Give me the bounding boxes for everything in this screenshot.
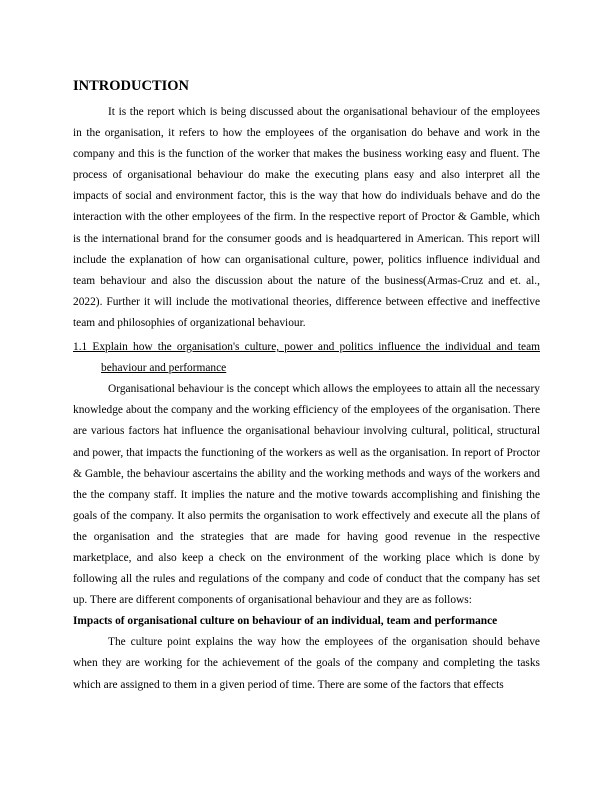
page-title: INTRODUCTION [73, 78, 190, 94]
section-paragraph: Organisational behaviour is the concept which allows the employees to attain all the necessary knowledge about the company and the working efficiency of the employees of the organisation. There are various factors hat influence the organisational behaviour involving cultural, political, structural and power, that impacts the functioning of the workers as well as the organisation. In report of Proctor & Gamble, the behaviour ascertains the ability and the working methods and ways of the workers and the the company staff. It implies the nature and the motive towards accomplishing and finishing the goals of the company. It also permits the organisation to work effectively and execute all the plans of the organisation and the strategies that are made for having good revenue in the respective marketplace, and also keep a check on the environment of the working place which is done by following all the rules and regulations of the company and code of conduct that the company has set up. There are different components of organisational behaviour and they are as follows: [73, 383, 540, 607]
sub-heading: Impacts of organisational culture on behaviour of an individual, team and performance [73, 615, 498, 628]
section-heading: 1.1 Explain how the organisation's culture, power and politics influence the individual and team behaviour and performance [73, 341, 540, 375]
culture-paragraph: The culture point explains the way how the employees of the organisation should behave when they are working for the achievement of the goals of the company and completing the tasks which are assigned to them in a given period of time. There are some of the factors that effects [73, 636, 540, 691]
document-page [73, 76, 540, 696]
intro-paragraph: It is the report which is being discussed about the organisational behaviour of the employees in the organisation, it refers to how the employees of the organisation do behave and work in the company and this is the function of the worker that makes the business working easy and fluent. The process of organisational behaviour do make the executing plans easy and also interpret all the impacts of social and environment factor, this is the way that how do individuals behave and do the interaction with the other employees of the firm. In the respective report of Proctor & Gamble, which is the international brand for the consumer goods and is headquartered in American. This report will include the explanation of how can organisational culture, power, politics influence individual and team behaviour and also the discussion about the nature of the business(Armas-Cruz and et. al., 2022). Further it will include the motivational theories, difference between effective and ineffective team and philosophies of organizational behaviour. [73, 106, 540, 329]
